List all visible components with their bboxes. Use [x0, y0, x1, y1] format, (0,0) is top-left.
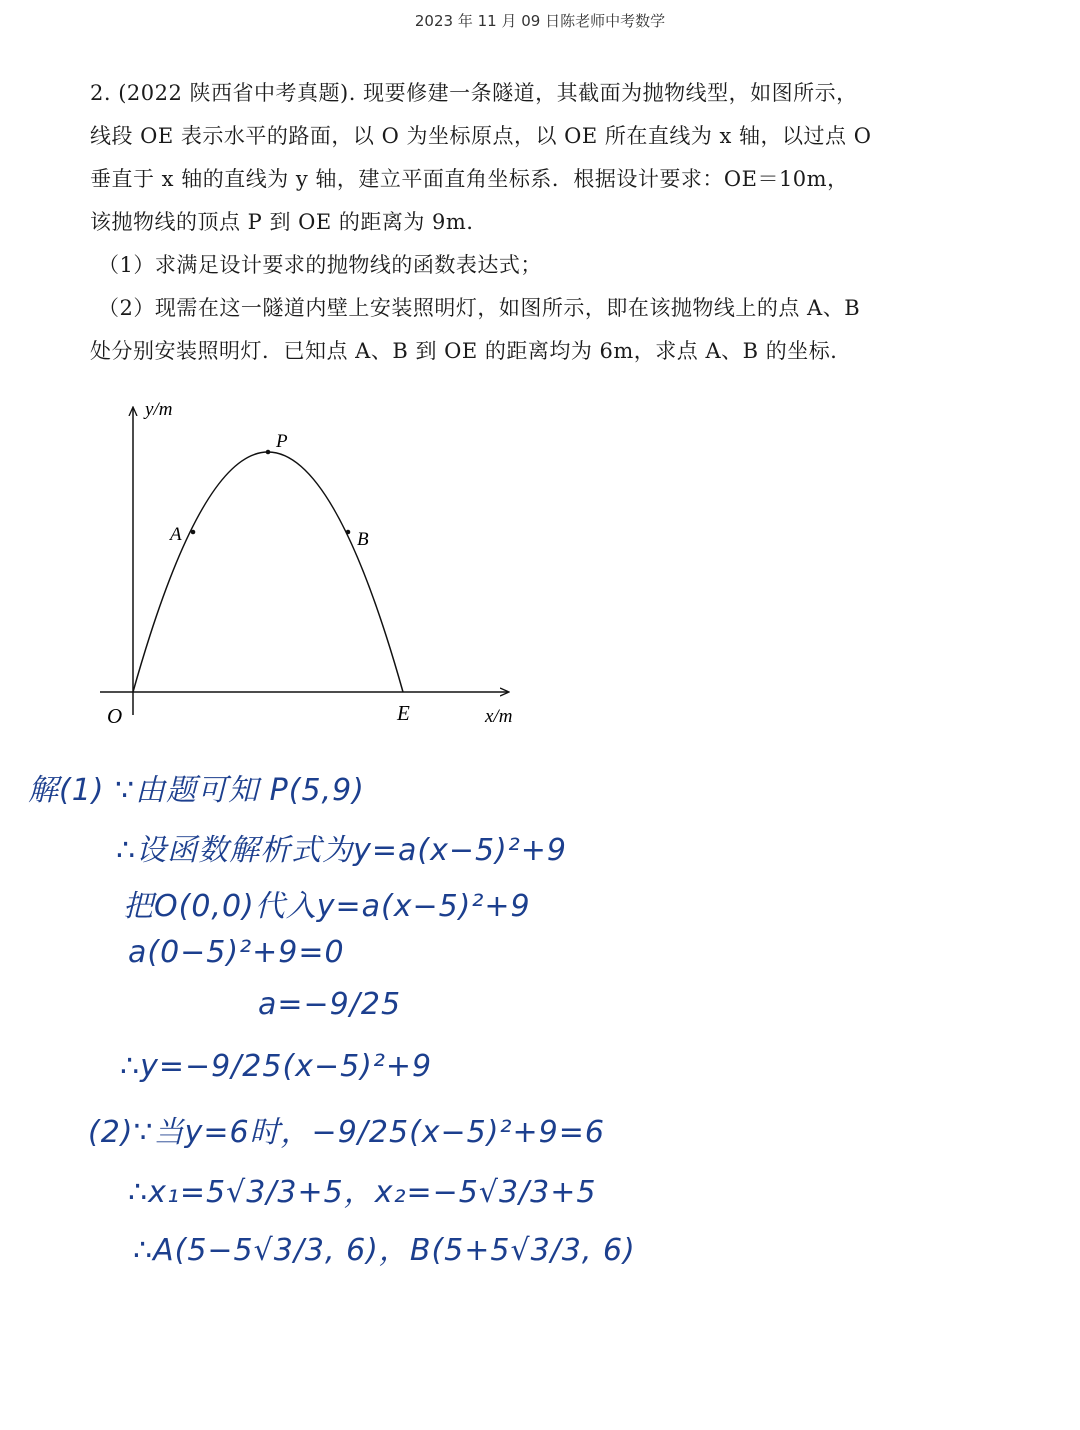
point-a-dot: [191, 530, 196, 535]
parabola-diagram: [90, 395, 540, 740]
solution-line-2: ∴设函数解析式为y=a(x−5)²+9: [116, 833, 567, 868]
question-2-line-2: 处分别安装照明灯．已知点 A、B 到 OE 的距离均为 6m，求点 A、B 的坐标．: [90, 339, 852, 363]
problem-line-2: 线段 OE 表示水平的路面，以 O 为坐标原点，以 OE 所在直线为 x 轴，以过点 O: [90, 124, 872, 148]
solution-line-1: 解(1) ∵由题可知 P(5,9): [28, 773, 365, 808]
point-p-dot: [266, 450, 271, 455]
solution-line-8: ∴x₁=5√3/3+5，x₂=−5√3/3+5: [128, 1175, 597, 1210]
question-2-line-1: （2）现需在这一隧道内壁上安装照明灯，如图所示，即在该抛物线上的点 A、B: [98, 296, 861, 320]
parabola-curve: [133, 452, 403, 692]
y-axis-label: y/m: [145, 399, 173, 420]
x-axis-label: x/m: [485, 706, 513, 727]
solution-line-7: (2)∵当y=6时，−9/25(x−5)²+9=6: [88, 1115, 605, 1150]
problem-statement: [90, 72, 950, 373]
page-header: 2023 年 11 月 09 日陈老师中考数学: [414, 12, 666, 30]
solution-line-9: ∴A(5−5√3/3, 6)，B(5+5√3/3, 6): [133, 1233, 636, 1268]
solution-line-6: ∴y=−9/25(x−5)²+9: [120, 1049, 433, 1084]
point-e-label: E: [397, 701, 410, 725]
problem-line-3: 垂直于 x 轴的直线为 y 轴，建立平面直角坐标系．根据设计要求：OE＝10m，: [90, 167, 849, 191]
problem-line-1: 2. (2022 陕西省中考真题). 现要修建一条隧道，其截面为抛物线型，如图所示，: [90, 81, 858, 105]
solution-line-3: 把O(0,0)代入y=a(x−5)²+9: [123, 889, 531, 924]
solution-line-4: a(0−5)²+9=0: [128, 935, 345, 970]
point-p-label: P: [276, 431, 288, 452]
parabola-figure: [90, 395, 540, 744]
question-1: （1）求满足设计要求的抛物线的函数表达式；: [98, 253, 542, 277]
point-b-dot: [346, 530, 351, 535]
origin-label: O: [107, 704, 123, 728]
point-a-label: A: [170, 524, 182, 545]
problem-line-4: 该抛物线的顶点 P 到 OE 的距离为 9m．: [90, 210, 488, 234]
point-b-label: B: [357, 529, 369, 550]
solution-line-5: a=−9/25: [258, 987, 402, 1022]
